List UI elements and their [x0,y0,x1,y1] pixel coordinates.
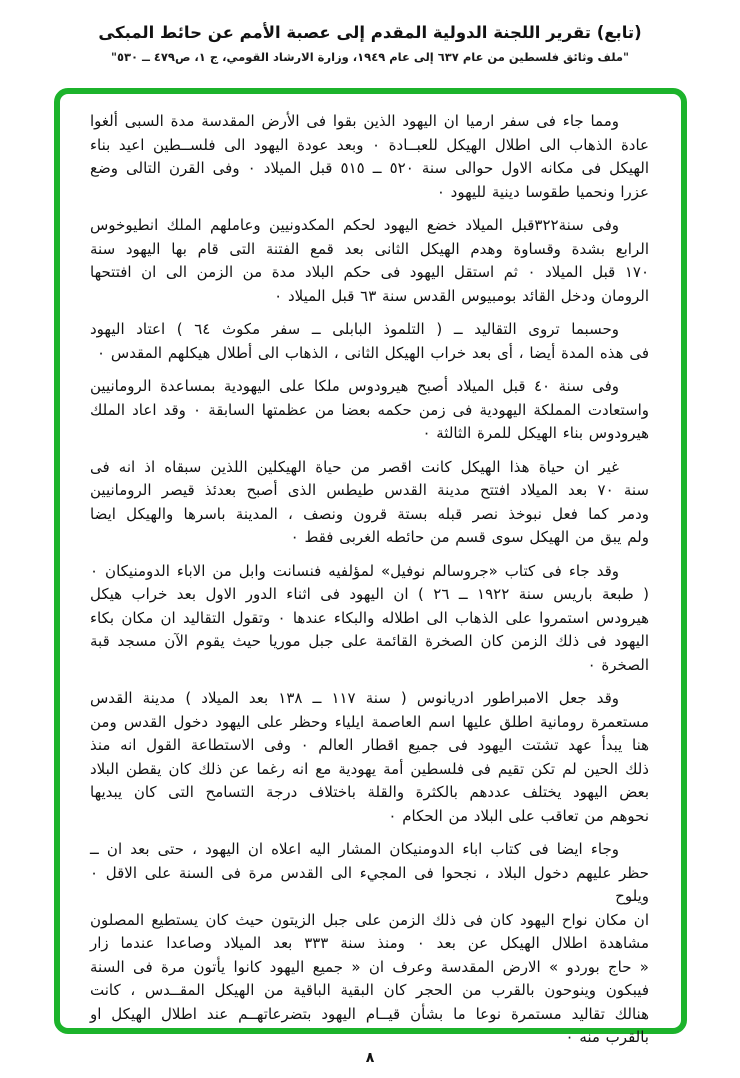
paragraph [90,456,649,550]
text-line: وفى سنة٣٢٢قبل الميلاد خضع اليهود لحكم المكدونيين وعاملهم الملك انطيوخوس [90,216,620,234]
text-line: الرومان ودخل القائد بومبيوس القدس سنة ٦٣ قبل الميلاد ٠ [274,286,649,305]
document-source-citation: "ملف وثائق فلسطين من عام ٦٣٧ إلى عام ١٩٤٩، وزارة الارشاد القومي، ج ١، ص٤٧٩ ــ ٥٣٠" [110,50,630,65]
text-line: ( طبعة باريس سنة ١٩٢٢ ــ ٢٦ ) ان اليهود فى اثناء الدور الاول بعد خراب هيكل [90,585,650,603]
text-line: عادة الذهاب الى اطلال الهيكل للعبــادة ٠ وبعد عودة اليهود الى فلســطين اعيد بناء [90,135,650,154]
text-line: هيرودوس بناء الهيكل للمرة الثالثة ٠ [422,424,649,442]
text-line: وقد جاء فى كتاب «جروسالم نوفيل» لمؤلفيه فنسانت وابل من الاباء الدومنيكان ٠ [90,561,619,580]
page-header [0,22,740,64]
text-line: نحوهم من تعاقب على البلاد من الحكام ٠ [388,806,649,825]
paragraph [90,560,649,678]
text-line: ولم يبق من الهيكل سوى قسم من حائطه الغربى فقط ٠ [290,528,649,546]
text-line: ان مكان نواح اليهود كان فى ذلك الزمن على جبل الزيتون حيث كان يستطيع المصلون [90,910,649,929]
text-line: هيرودس استمروا على الذهاب الى اطلاله والبكاء عندها ٠ وتقول التقاليد ان مكان بكاء [90,608,649,627]
text-line: ١٧٠ قبل الميلاد ٠ ثم استقل اليهود فى حكم البلاد مدة من الزمن الى ان افتتحها [90,263,650,281]
text-line: الهيكل فى مكانه الاول حوالى سنة ٥٢٠ ــ ٥١٥ قبل الميلاد ٠ وفى القرن التالى وضع [90,159,649,177]
paragraph [90,318,649,365]
text-line: سنة ٧٠ بعد الميلاد افتتح مدينة القدس طيطس الذى أصبح بعدئذ قيصر الرومانيين [90,481,649,499]
text-line: عزرا ونحميا طقوسا دينية لليهود ٠ [436,182,649,201]
paragraph [90,214,649,308]
document-body [90,110,650,1046]
text-line: واستعادت المملكة اليهودية فى زمن حكمه بعضا من عظمتها السابقة ٠ وقد اعاد الملك [90,400,649,419]
text-line: بعض اليهود يختلف عددهم بالكثرة والقلة باختلاف درجة التسامح التى كان يبديها [90,783,649,801]
text-line: الصخرة ٠ [587,655,649,674]
paragraph [90,375,649,446]
text-line: « حاج بوردو » الارض المقدسة وعرف ان « جميع اليهود كانوا يأتون مرة فى السنة [90,957,649,976]
text-line: فى هذه المدة أيضا ، أى بعد خراب الهيكل الثانى ، الذهاب الى أطلال هيكلهم المقدس ٠ [97,343,649,362]
text-line: وحسبما تروى التقاليد ــ ( التلموذ البابلى ــ سفر مكوث ٦٤ ) اعتاد اليهود [90,320,619,338]
text-line: مشاهدة اطلال الهيكل عن بعد ٠ ومنذ سنة ٣٣٣ بعد الميلاد وصاعدا عندما زار [90,934,649,952]
paragraph [90,687,649,828]
document-title: (تابع) تقرير اللجنة الدولية المقدم إلى عصبة الأمم عن حائط المبكى [98,23,642,42]
paragraph [90,110,649,204]
text-line: هنا يبدأ عهد تشتت اليهود فى جميع اقطار العالم ٠ وفى الاستطاعة القول انه منذ [90,736,650,754]
text-line: اليهود فى ذلك الزمن كان الصخرة القائمة على جبل موريا حيث يقوم الآن مسجد قبة [90,632,649,650]
text-line: فيبكون وينوحون بالقرب من الحجر كان البقية الباقية من الهيكل المقــدس ، كانت [90,981,649,999]
text-line: ودمر كما فعل نبوخذ نصر قبله بستة قرون ونصف ، المدينة باسرها والهيكل ايضا [90,504,649,523]
text-line: مستعمرة رومانية اطلق عليها اسم العاصمة ايلياء وحظر على اليهود دخول القدس ومن [90,712,649,731]
page-number: ٨ [365,1050,375,1066]
text-line: حظر عليهم دخول البلاد ، نجحوا فى المجيء الى القدس مرة فى السنة على الاقل ٠ ويلوح [90,863,649,905]
paragraph [90,838,649,1050]
text-line: غير ان حياة هذا الهيكل كانت اقصر من حياة الهيكلين اللذين سبقاه اذ انه فى [90,457,619,476]
green-content-frame [54,88,687,1046]
text-line: هنالك تقاليد مستمرة نوعا ما بشأن قيــام اليهود بتضرعاتهــم عند اطلال الهيكل او [90,1004,649,1023]
text-line: ذلك الحين لم تكن تقيم فى فلسطين أمة يهودية مع انه رغما عن ذلك كان يقطن البلاد [90,759,649,778]
text-line: وفى سنة ٤٠ قبل الميلاد أصبح هيرودوس ملكا على اليهودية بمساعدة الرومانيين [90,377,619,395]
text-line: وجاء ايضا فى كتاب اباء الدومنيكان المشار اليه اعلاه ان اليهود ، حتى بعد ان ــ [90,840,619,858]
text-line: وقد جعل الامبراطور ادريانوس ( سنة ١١٧ ــ ١٣٨ بعد الميلاد ) مدينة القدس [90,689,619,707]
text-line: ومما جاء فى سفر ارميا ان اليهود الذين بقوا فى الأرض المقدسة مدة السبى ألغوا [90,112,619,130]
text-line: بالقرب منه ٠ [565,1028,649,1046]
text-line: الرابع بشدة وقساوة وهدم الهيكل الثانى بعد قمع الفتنة التى قام بها اليهود سنة [90,239,649,258]
